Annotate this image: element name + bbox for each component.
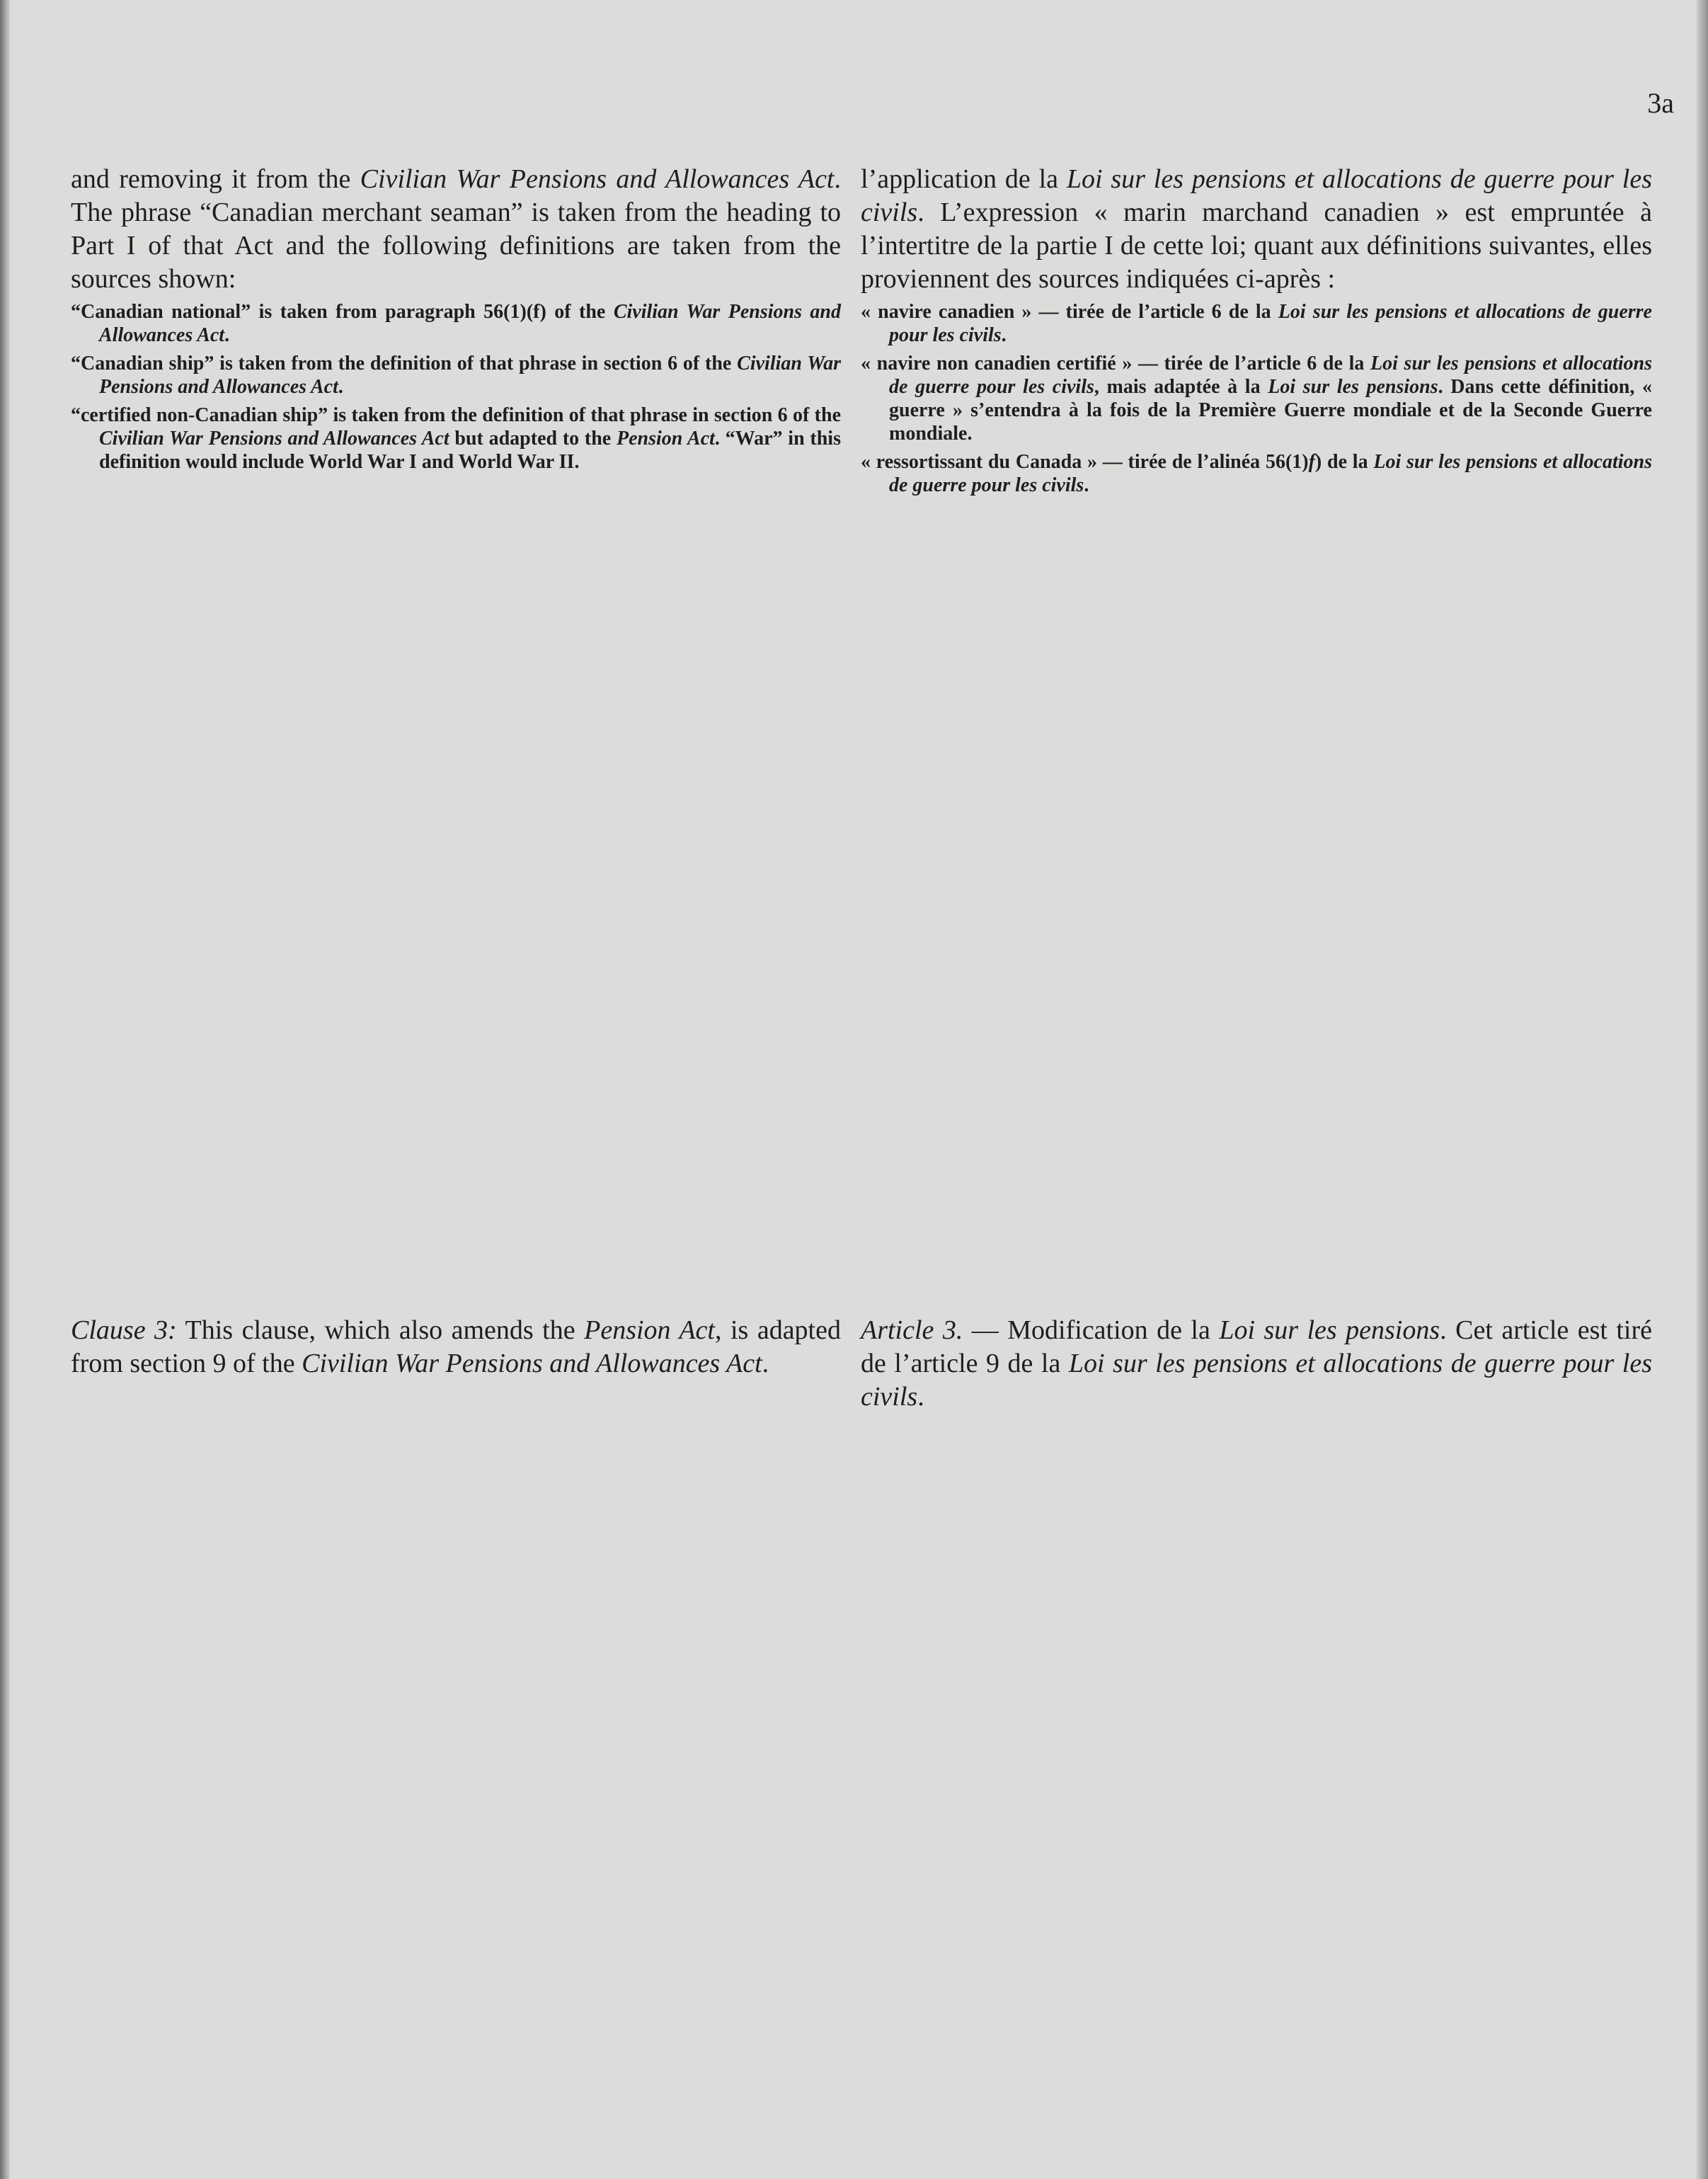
english-clause-3-paragraph: Clause 3: This clause, which also amends the Pension Act, is adapted from section 9 of the Civilian War Pensions and Allowances Act. [71,1315,841,1378]
french-clause-3-note [861,1314,1652,1414]
english-note-column [71,163,841,479]
english-intro-paragraph: and removing it from the Civilian War Pensions and Allowances Act. The phrase “Canadian merchant seaman” is taken from the heading to Part I of that Act and the following definitions are taken from the sources shown: [71,164,841,294]
english-note-canadian-national: “Canadian national” is taken from paragraph 56(1)(f) of the Civilian War Pensions and Allowances Act. [71,301,841,346]
scan-edge-right [1697,0,1708,2179]
english-note-certified-non-canadian-ship: “certified non-Canadian ship” is taken from the definition of that phrase in section 6 of the Civilian War Pensions and Allowances Act but adapted to the Pension Act. “War” in this definition would include World War I and World War II. [71,404,841,473]
french-note-navire-non-canadien-certifie: « navire non canadien certifié » — tirée de l’article 6 de la Loi sur les pensions et allocations de guerre pour les civils, mais adaptée à la Loi sur les pensions. Dans cette définition, « guerre » s’entendra à la fois de la Première Guerre mondiale et de la Seconde Guerre mondiale. [861,353,1652,445]
french-note-column [861,163,1652,502]
english-clause-3-note [71,1314,841,1380]
french-note-navire-canadien: « navire canadien » — tirée de l’article 6 de la Loi sur les pensions et allocations de guerre pour les civils. [861,301,1652,346]
scan-edge-left [0,0,10,2179]
english-note-canadian-ship: “Canadian ship” is taken from the definition of that phrase in section 6 of the Civilian War Pensions and Allowances Act. [71,353,841,398]
english-clause-3-heading: Clause 3: [71,1315,177,1345]
french-note-ressortissant-du-canada: « ressortissant du Canada » — tirée de l’alinéa 56(1)f) de la Loi sur les pensions et allocations de guerre pour les civils. [861,451,1652,496]
french-clause-3-heading: Article 3. [861,1315,963,1345]
french-definition-sources [861,300,1652,497]
french-intro-paragraph: l’application de la Loi sur les pensions et allocations de guerre pour les civils. L’expression « marin marchand canadien » est empruntée à l’intertitre de la partie I de cette loi; quant aux définitions suivantes, elles proviennent des sources indiquées ci-après : [861,164,1652,294]
french-clause-3-paragraph: Article 3. — Modification de la Loi sur les pensions. Cet article est tiré de l’article 9 de la Loi sur les pensions et allocations de guerre pour les civils. [861,1315,1653,1412]
english-definition-sources [71,300,841,474]
page-number: 3a [1647,87,1674,119]
